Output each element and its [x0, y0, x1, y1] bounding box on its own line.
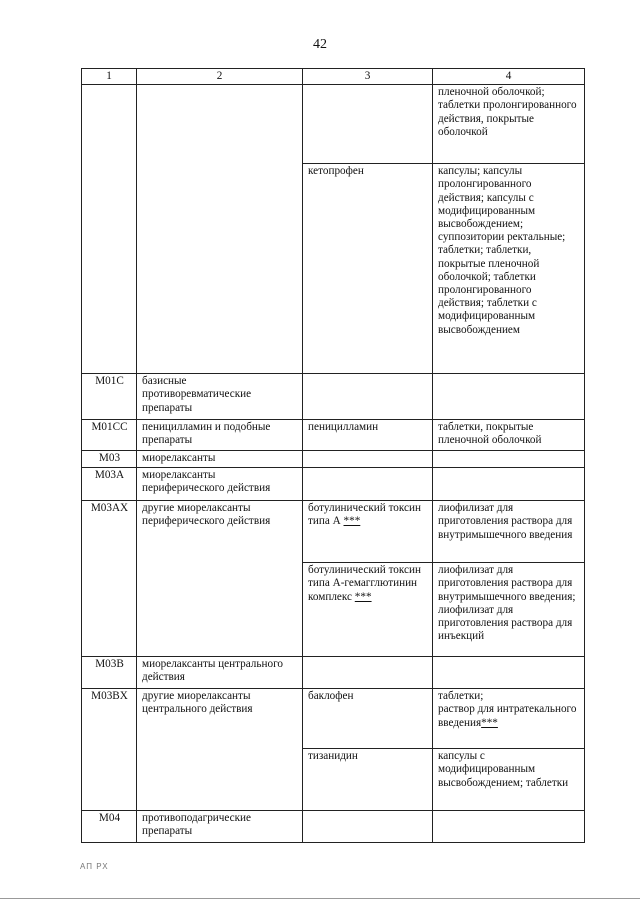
- footer-mark: АП РХ: [80, 862, 109, 871]
- atc-code-cell: M04: [82, 811, 137, 843]
- group-name-cell: [137, 85, 303, 374]
- table-row: [82, 374, 585, 420]
- group-name-cell: пеницилламин и подобные препараты: [137, 420, 303, 451]
- drug-name-cell: кетопрофен: [303, 164, 433, 374]
- group-name-cell: базисные противоревматические препараты: [137, 374, 303, 420]
- column-header: 1: [82, 69, 137, 85]
- dosage-form-cell: [433, 374, 585, 420]
- dosage-form-text: раствор для интратекального введения: [438, 703, 577, 729]
- dosage-form-cell: [433, 689, 585, 749]
- atc-code-cell: M03AX: [82, 501, 137, 657]
- group-name-cell: противоподагрические препараты: [137, 811, 303, 843]
- group-name-cell: миорелаксанты: [137, 451, 303, 468]
- group-name-cell: миорелаксанты центрального действия: [137, 657, 303, 689]
- page-edge-divider: [0, 898, 640, 899]
- group-name-cell: миорелаксанты периферического действия: [137, 468, 303, 501]
- group-name-cell: другие миорелаксанты центрального действия: [137, 689, 303, 811]
- drug-name-cell: [303, 811, 433, 843]
- column-header: 4: [433, 69, 585, 85]
- drug-table: [81, 68, 585, 843]
- dosage-form-cell: [433, 451, 585, 468]
- drug-name-text: ботулинический токсин типа А: [308, 502, 421, 528]
- atc-code-cell: M03A: [82, 468, 137, 501]
- restricted-mark: ***: [481, 716, 498, 729]
- drug-name-cell: [303, 657, 433, 689]
- restricted-mark: ***: [343, 515, 361, 528]
- drug-name-cell: [303, 563, 433, 657]
- drug-name-cell: [303, 468, 433, 501]
- drug-name-text: ботулинический токсин типа А-гемагглютинин комплекс: [308, 564, 421, 603]
- dosage-form-cell: лиофилизат для приготовления раствора для внутримышечного введения; лиофилизат для приготовления раствора для инъекций: [433, 563, 585, 657]
- drug-name-cell: баклофен: [303, 689, 433, 749]
- table-row: [82, 811, 585, 843]
- dosage-form-cell: [433, 811, 585, 843]
- table-header-row: [82, 69, 585, 85]
- table-row: [82, 657, 585, 689]
- column-header: 2: [137, 69, 303, 85]
- page-number: 42: [313, 37, 327, 52]
- column-header: 3: [303, 69, 433, 85]
- table-row: [82, 451, 585, 468]
- dosage-form-text: таблетки;: [438, 690, 484, 703]
- dosage-form-cell: лиофилизат для приготовления раствора для внутримышечного введения: [433, 501, 585, 563]
- drug-name-cell: [303, 85, 433, 164]
- drug-name-cell: тизанидин: [303, 749, 433, 811]
- atc-code-cell: M03B: [82, 657, 137, 689]
- table-row: [82, 420, 585, 451]
- atc-code-cell: [82, 85, 137, 374]
- drug-name-cell: [303, 451, 433, 468]
- dosage-form-cell: капсулы; капсулы пролонгированного действия; капсулы с модифицированным высвобождением; суппозитории ректальные; таблетки; таблетки, покрытые пленочной оболочкой; таблетки пролонгированного действия; таблетки с модифицированным высвобождением: [433, 164, 585, 374]
- group-name-cell: другие миорелаксанты периферического действия: [137, 501, 303, 657]
- drug-name-cell: [303, 501, 433, 563]
- atc-code-cell: M01CC: [82, 420, 137, 451]
- table-row: [82, 689, 585, 749]
- dosage-form-cell: [433, 468, 585, 501]
- atc-code-cell: M01C: [82, 374, 137, 420]
- dosage-form-cell: пленочной оболочкой; таблетки пролонгированного действия, покрытые оболочкой: [433, 85, 585, 164]
- table-row: [82, 85, 585, 164]
- dosage-form-cell: капсулы с модифицированным высвобождением; таблетки: [433, 749, 585, 811]
- atc-code-cell: M03BX: [82, 689, 137, 811]
- table-row: [82, 468, 585, 501]
- table-row: [82, 501, 585, 563]
- restricted-mark: ***: [354, 590, 372, 603]
- drug-name-cell: пеницилламин: [303, 420, 433, 451]
- drug-name-cell: [303, 374, 433, 420]
- dosage-form-cell: [433, 657, 585, 689]
- atc-code-cell: M03: [82, 451, 137, 468]
- dosage-form-cell: таблетки, покрытые пленочной оболочкой: [433, 420, 585, 451]
